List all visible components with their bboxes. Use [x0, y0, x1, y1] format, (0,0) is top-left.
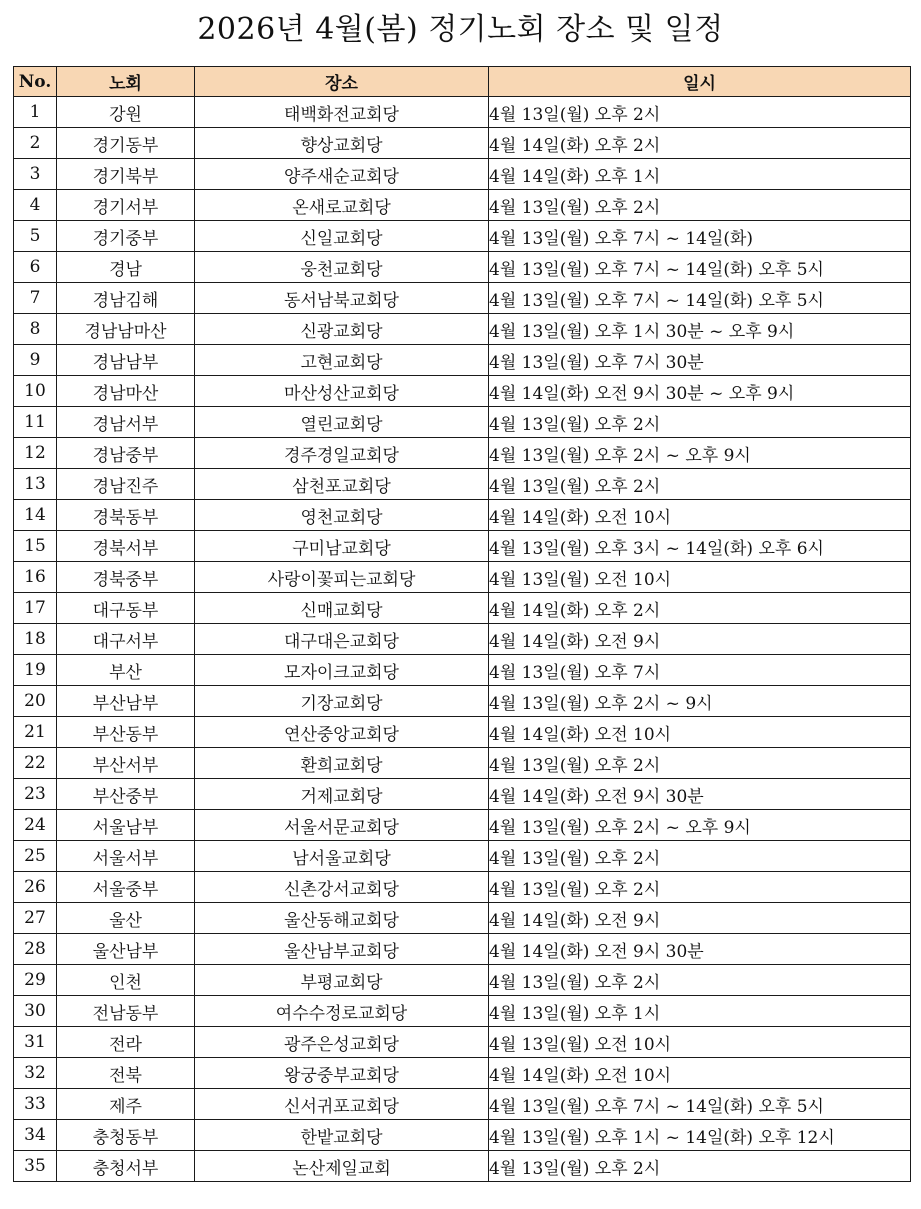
- presbytery-name: 경북중부: [57, 562, 195, 593]
- meeting-datetime: 4월 14일(화) 오전 9시: [489, 903, 911, 934]
- table-header-row: [14, 67, 911, 97]
- presbytery-name: 전북: [57, 1058, 195, 1089]
- row-number: 11: [14, 407, 57, 438]
- table-row: [14, 1089, 911, 1120]
- table-row: [14, 314, 911, 345]
- meeting-datetime: 4월 13일(월) 오후 7시 ~ 14일(화) 오후 5시: [489, 1089, 911, 1120]
- table-row: [14, 841, 911, 872]
- row-number: 13: [14, 469, 57, 500]
- table-row: [14, 376, 911, 407]
- row-number: 19: [14, 655, 57, 686]
- table-row: [14, 1120, 911, 1151]
- presbytery-name: 충청동부: [57, 1120, 195, 1151]
- row-number: 28: [14, 934, 57, 965]
- row-number: 27: [14, 903, 57, 934]
- venue-name: 여수수정로교회당: [195, 996, 489, 1027]
- meeting-datetime: 4월 13일(월) 오후 7시 30분: [489, 345, 911, 376]
- venue-name: 열린교회당: [195, 407, 489, 438]
- row-number: 33: [14, 1089, 57, 1120]
- presbytery-name: 서울중부: [57, 872, 195, 903]
- meeting-datetime: 4월 14일(화) 오전 10시: [489, 500, 911, 531]
- venue-name: 태백화전교회당: [195, 97, 489, 128]
- row-number: 25: [14, 841, 57, 872]
- row-number: 35: [14, 1151, 57, 1182]
- presbytery-name: 경남마산: [57, 376, 195, 407]
- meeting-datetime: 4월 13일(월) 오후 2시: [489, 841, 911, 872]
- row-number: 6: [14, 252, 57, 283]
- table-row: [14, 810, 911, 841]
- presbytery-name: 전라: [57, 1027, 195, 1058]
- venue-name: 고현교회당: [195, 345, 489, 376]
- venue-name: 광주은성교회당: [195, 1027, 489, 1058]
- column-header-presbytery: 노회: [57, 67, 195, 97]
- meeting-datetime: 4월 14일(화) 오전 10시: [489, 1058, 911, 1089]
- presbytery-name: 대구동부: [57, 593, 195, 624]
- presbytery-name: 울산남부: [57, 934, 195, 965]
- meeting-datetime: 4월 13일(월) 오후 2시: [489, 1151, 911, 1182]
- row-number: 4: [14, 190, 57, 221]
- presbytery-name: 경북서부: [57, 531, 195, 562]
- presbytery-name: 제주: [57, 1089, 195, 1120]
- presbytery-name: 서울서부: [57, 841, 195, 872]
- presbytery-name: 울산: [57, 903, 195, 934]
- presbytery-name: 인천: [57, 965, 195, 996]
- meeting-datetime: 4월 13일(월) 오후 2시: [489, 965, 911, 996]
- table-row: [14, 407, 911, 438]
- venue-name: 대구대은교회당: [195, 624, 489, 655]
- venue-name: 신촌강서교회당: [195, 872, 489, 903]
- row-number: 10: [14, 376, 57, 407]
- venue-name: 마산성산교회당: [195, 376, 489, 407]
- meeting-datetime: 4월 14일(화) 오후 2시: [489, 593, 911, 624]
- venue-name: 사랑이꽃피는교회당: [195, 562, 489, 593]
- table-row: [14, 686, 911, 717]
- table-row: [14, 159, 911, 190]
- presbytery-name: 부산중부: [57, 779, 195, 810]
- table-row: [14, 1151, 911, 1182]
- venue-name: 경주경일교회당: [195, 438, 489, 469]
- venue-name: 연산중앙교회당: [195, 717, 489, 748]
- table-row: [14, 965, 911, 996]
- presbytery-name: 경남남부: [57, 345, 195, 376]
- presbytery-name: 경남서부: [57, 407, 195, 438]
- venue-name: 신매교회당: [195, 593, 489, 624]
- meeting-datetime: 4월 13일(월) 오전 10시: [489, 1027, 911, 1058]
- venue-name: 울산동해교회당: [195, 903, 489, 934]
- row-number: 34: [14, 1120, 57, 1151]
- table-row: [14, 779, 911, 810]
- row-number: 9: [14, 345, 57, 376]
- venue-name: 웅천교회당: [195, 252, 489, 283]
- row-number: 31: [14, 1027, 57, 1058]
- row-number: 16: [14, 562, 57, 593]
- meeting-datetime: 4월 13일(월) 오후 7시 ~ 14일(화) 오후 5시: [489, 283, 911, 314]
- meeting-datetime: 4월 14일(화) 오전 9시 30분: [489, 934, 911, 965]
- table-row: [14, 469, 911, 500]
- venue-name: 한밭교회당: [195, 1120, 489, 1151]
- presbytery-name: 경기중부: [57, 221, 195, 252]
- meeting-datetime: 4월 13일(월) 오후 2시: [489, 469, 911, 500]
- venue-name: 모자이크교회당: [195, 655, 489, 686]
- venue-name: 논산제일교회: [195, 1151, 489, 1182]
- presbytery-name: 대구서부: [57, 624, 195, 655]
- row-number: 29: [14, 965, 57, 996]
- table-row: [14, 345, 911, 376]
- presbytery-name: 부산남부: [57, 686, 195, 717]
- venue-name: 영천교회당: [195, 500, 489, 531]
- meeting-datetime: 4월 14일(화) 오전 9시 30분: [489, 779, 911, 810]
- table-row: [14, 1027, 911, 1058]
- meeting-datetime: 4월 13일(월) 오후 1시: [489, 996, 911, 1027]
- table-row: [14, 903, 911, 934]
- table-body: [14, 97, 911, 1182]
- venue-name: 구미남교회당: [195, 531, 489, 562]
- table-row: [14, 593, 911, 624]
- venue-name: 양주새순교회당: [195, 159, 489, 190]
- meeting-datetime: 4월 14일(화) 오후 1시: [489, 159, 911, 190]
- venue-name: 기장교회당: [195, 686, 489, 717]
- row-number: 3: [14, 159, 57, 190]
- table-row: [14, 624, 911, 655]
- meeting-datetime: 4월 13일(월) 오후 2시: [489, 97, 911, 128]
- table-row: [14, 97, 911, 128]
- venue-name: 동서남북교회당: [195, 283, 489, 314]
- venue-name: 서울서문교회당: [195, 810, 489, 841]
- presbytery-name: 경북동부: [57, 500, 195, 531]
- column-header-datetime: 일시: [489, 67, 911, 97]
- venue-name: 환희교회당: [195, 748, 489, 779]
- presbytery-name: 서울남부: [57, 810, 195, 841]
- row-number: 18: [14, 624, 57, 655]
- meeting-datetime: 4월 13일(월) 오후 2시: [489, 407, 911, 438]
- table-row: [14, 283, 911, 314]
- presbytery-name: 경남진주: [57, 469, 195, 500]
- meeting-datetime: 4월 13일(월) 오후 2시 ~ 9시: [489, 686, 911, 717]
- table-row: [14, 655, 911, 686]
- presbytery-name: 충청서부: [57, 1151, 195, 1182]
- table-row: [14, 748, 911, 779]
- venue-name: 신일교회당: [195, 221, 489, 252]
- venue-name: 삼천포교회당: [195, 469, 489, 500]
- venue-name: 향상교회당: [195, 128, 489, 159]
- column-header-no: No.: [14, 67, 57, 97]
- presbytery-name: 경기동부: [57, 128, 195, 159]
- row-number: 24: [14, 810, 57, 841]
- meeting-datetime: 4월 13일(월) 오후 2시 ~ 오후 9시: [489, 438, 911, 469]
- meeting-datetime: 4월 13일(월) 오후 7시 ~ 14일(화) 오후 5시: [489, 252, 911, 283]
- schedule-table: [13, 66, 911, 1182]
- meeting-datetime: 4월 14일(화) 오후 2시: [489, 128, 911, 159]
- meeting-datetime: 4월 14일(화) 오전 9시: [489, 624, 911, 655]
- table-row: [14, 562, 911, 593]
- table-row: [14, 438, 911, 469]
- presbytery-name: 전남동부: [57, 996, 195, 1027]
- row-number: 32: [14, 1058, 57, 1089]
- presbytery-name: 부산동부: [57, 717, 195, 748]
- table-row: [14, 872, 911, 903]
- table-row: [14, 531, 911, 562]
- row-number: 17: [14, 593, 57, 624]
- page-title: 2026년 4월(봄) 정기노회 장소 및 일정: [197, 12, 724, 47]
- row-number: 30: [14, 996, 57, 1027]
- table-row: [14, 221, 911, 252]
- venue-name: 남서울교회당: [195, 841, 489, 872]
- row-number: 2: [14, 128, 57, 159]
- row-number: 1: [14, 97, 57, 128]
- row-number: 26: [14, 872, 57, 903]
- table-row: [14, 1058, 911, 1089]
- table-row: [14, 500, 911, 531]
- table-row: [14, 190, 911, 221]
- presbytery-name: 경기서부: [57, 190, 195, 221]
- meeting-datetime: 4월 13일(월) 오후 2시: [489, 872, 911, 903]
- venue-name: 울산남부교회당: [195, 934, 489, 965]
- meeting-datetime: 4월 13일(월) 오후 7시: [489, 655, 911, 686]
- column-header-venue: 장소: [195, 67, 489, 97]
- presbytery-name: 부산: [57, 655, 195, 686]
- table-row: [14, 252, 911, 283]
- meeting-datetime: 4월 13일(월) 오후 1시 ~ 14일(화) 오후 12시: [489, 1120, 911, 1151]
- venue-name: 왕궁중부교회당: [195, 1058, 489, 1089]
- presbytery-name: 경남: [57, 252, 195, 283]
- venue-name: 부평교회당: [195, 965, 489, 996]
- row-number: 8: [14, 314, 57, 345]
- table-row: [14, 996, 911, 1027]
- meeting-datetime: 4월 13일(월) 오전 10시: [489, 562, 911, 593]
- presbytery-name: 경기북부: [57, 159, 195, 190]
- row-number: 22: [14, 748, 57, 779]
- row-number: 23: [14, 779, 57, 810]
- row-number: 20: [14, 686, 57, 717]
- venue-name: 신광교회당: [195, 314, 489, 345]
- row-number: 21: [14, 717, 57, 748]
- presbytery-name: 경남남마산: [57, 314, 195, 345]
- venue-name: 온새로교회당: [195, 190, 489, 221]
- meeting-datetime: 4월 13일(월) 오후 1시 30분 ~ 오후 9시: [489, 314, 911, 345]
- meeting-datetime: 4월 13일(월) 오후 2시 ~ 오후 9시: [489, 810, 911, 841]
- row-number: 5: [14, 221, 57, 252]
- presbytery-name: 경남김해: [57, 283, 195, 314]
- venue-name: 신서귀포교회당: [195, 1089, 489, 1120]
- meeting-datetime: 4월 13일(월) 오후 3시 ~ 14일(화) 오후 6시: [489, 531, 911, 562]
- meeting-datetime: 4월 13일(월) 오후 7시 ~ 14일(화): [489, 221, 911, 252]
- meeting-datetime: 4월 14일(화) 오전 10시: [489, 717, 911, 748]
- table-row: [14, 934, 911, 965]
- meeting-datetime: 4월 13일(월) 오후 2시: [489, 748, 911, 779]
- venue-name: 거제교회당: [195, 779, 489, 810]
- row-number: 12: [14, 438, 57, 469]
- meeting-datetime: 4월 13일(월) 오후 2시: [489, 190, 911, 221]
- presbytery-name: 강원: [57, 97, 195, 128]
- table-row: [14, 717, 911, 748]
- row-number: 15: [14, 531, 57, 562]
- table-row: [14, 128, 911, 159]
- row-number: 14: [14, 500, 57, 531]
- presbytery-name: 경남중부: [57, 438, 195, 469]
- row-number: 7: [14, 283, 57, 314]
- meeting-datetime: 4월 14일(화) 오전 9시 30분 ~ 오후 9시: [489, 376, 911, 407]
- presbytery-name: 부산서부: [57, 748, 195, 779]
